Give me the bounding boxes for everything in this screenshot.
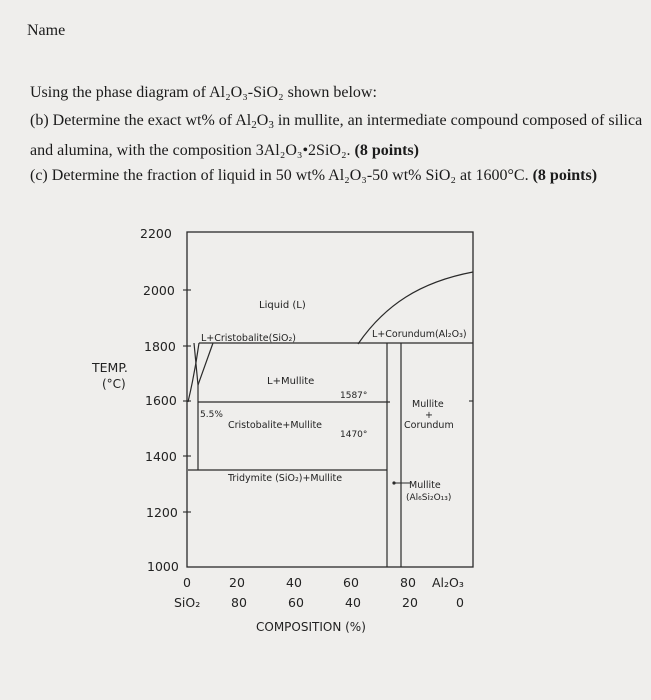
x-tick-label: 20 <box>229 575 245 590</box>
y-tick-label: 1400 <box>145 449 177 464</box>
liquidus-left2 <box>194 343 198 385</box>
part-b-suffix: in mullite, an intermediate compound composed of silica <box>273 112 643 129</box>
y-tick-label: 1000 <box>147 559 179 574</box>
x-tick-label: 60 <box>343 575 359 590</box>
region-liquid: Liquid (L) <box>259 300 306 311</box>
x-tick-label: Al₂O₃ <box>432 575 464 590</box>
part-b-line2: and alumina, with the composition 3Al₂O₃•2SiO₂. <box>30 142 351 159</box>
pct-5-5: 5.5% <box>200 410 223 420</box>
region-mullite-1: Mullite <box>412 399 444 410</box>
mullite-dot <box>392 481 395 484</box>
region-cristobalite-mullite: Cristobalite+Mullite <box>228 420 323 431</box>
part-b-sub2: 3 <box>268 119 274 131</box>
x-tick-label: 40 <box>286 575 302 590</box>
part-b-o: O <box>256 112 269 129</box>
x-tick-label: 0 <box>456 595 464 610</box>
mullite-label: Mullite <box>409 480 441 491</box>
x-tick-label: 0 <box>183 575 191 590</box>
region-l-mullite: L+Mullite <box>267 376 315 387</box>
region-l-corundum: L+Corundum(Al₂O₃) <box>372 329 467 340</box>
y-axis-title: TEMP. <box>92 360 128 375</box>
region-mullite-3: Corundum <box>404 420 454 431</box>
x-tick-label: 80 <box>400 575 416 590</box>
x-tick-label: 80 <box>231 595 247 610</box>
x-tick-label: 20 <box>402 595 418 610</box>
temp-1587: 1587° <box>340 391 368 401</box>
y-axis-unit: (°C) <box>102 377 126 391</box>
part-b-sub: 2 <box>251 119 257 131</box>
part-c-text: (c) Determine the fraction of liquid in 50 wt% Al₂O₃-50 wt% SiO₂ at 1600°C. <box>30 167 529 184</box>
part-c-points: (8 points) <box>532 167 598 184</box>
region-tridymite-mullite: Tridymite (SiO₂)+Mullite <box>228 473 343 484</box>
region-l-cristobalite: L+Cristobalite(SiO₂) <box>201 333 296 344</box>
y-tick-label: 1200 <box>146 505 178 520</box>
x-tick-label: SiO₂ <box>174 595 201 610</box>
question-intro: Using the phase diagram of Al₂O₃-SiO₂ shown below: <box>30 84 377 101</box>
temp-1470: 1470° <box>340 430 368 440</box>
x-axis-title: COMPOSITION (%) <box>256 620 366 634</box>
part-b-points: (8 points) <box>354 142 419 159</box>
mullite-formula: (Al₆Si₂O₁₃) <box>406 493 452 503</box>
liquidus-left <box>198 343 213 385</box>
y-tick-label: 1800 <box>144 339 176 354</box>
name-label: Name <box>27 22 66 39</box>
region-mullite-2: + <box>425 410 433 421</box>
y-tick-label: 1600 <box>145 393 177 408</box>
y-tick-label: 2000 <box>143 283 175 298</box>
part-b-prefix: (b) Determine the exact wt% of Al <box>30 112 252 129</box>
y-tick-label: 2200 <box>140 226 172 241</box>
x-tick-label: 60 <box>288 595 304 610</box>
x-tick-label: 40 <box>345 595 361 610</box>
